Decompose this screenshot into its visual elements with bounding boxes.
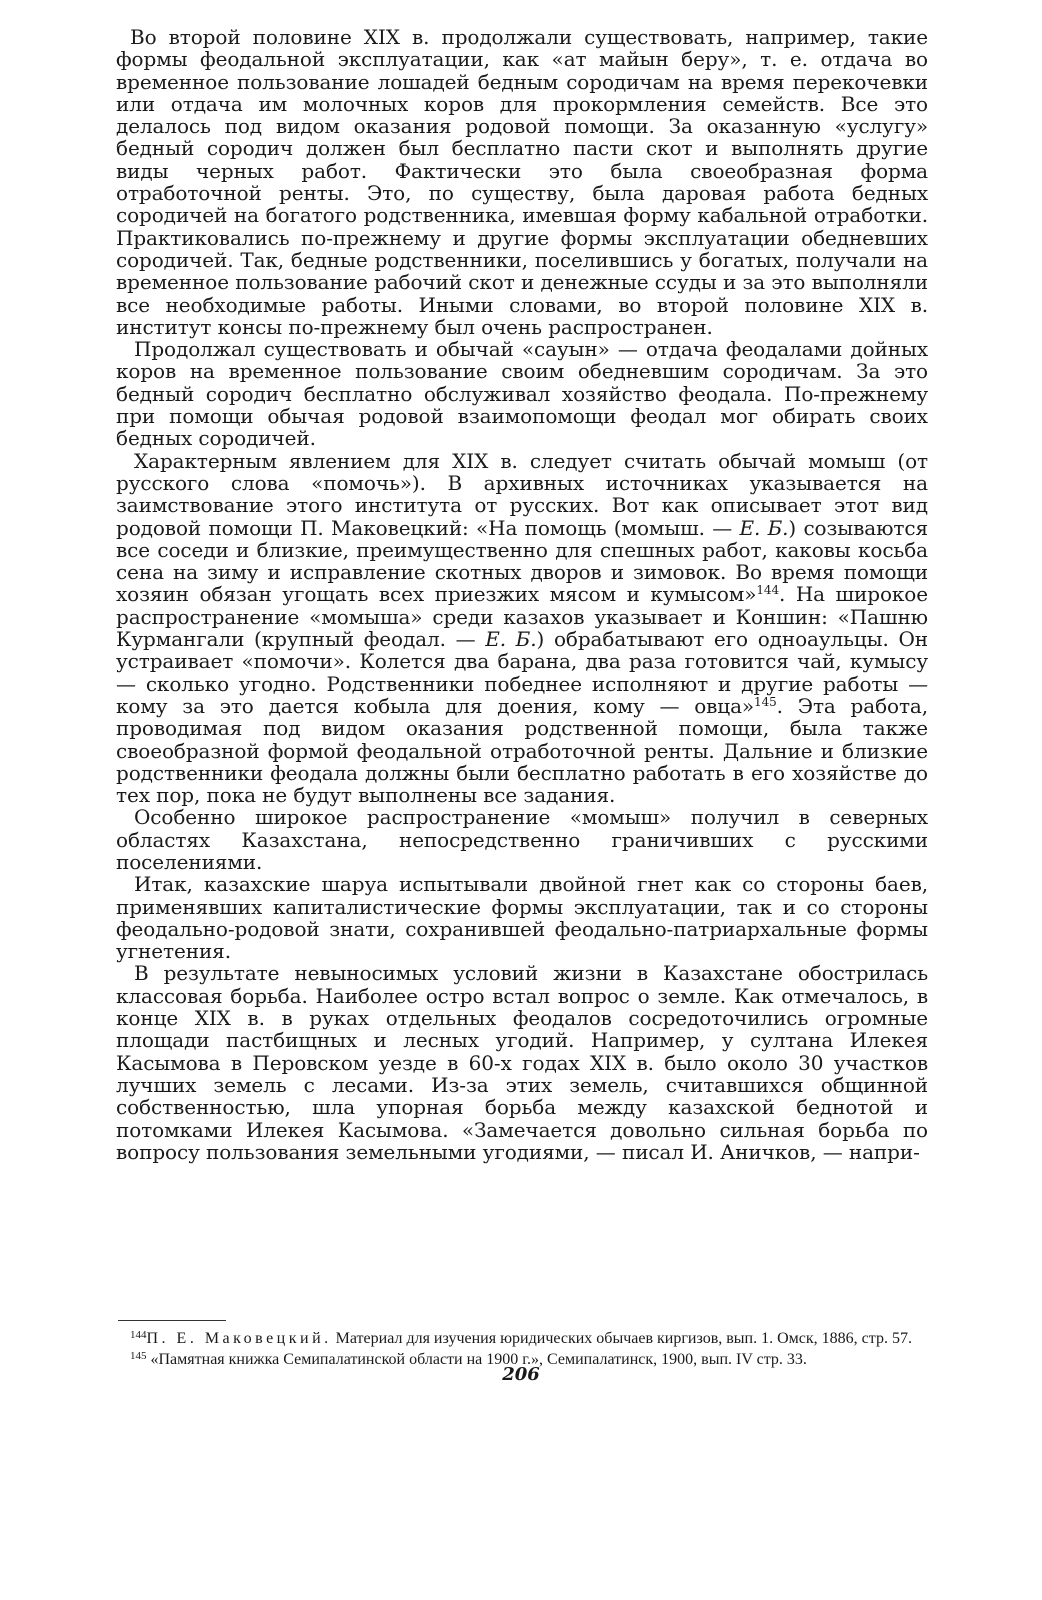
footnote-divider	[118, 1320, 226, 1321]
main-text	[116, 26, 928, 1163]
text-run: . Эта работа, проводимая под видом оказания родственной помощи, была также своеобразной формой феодальной отработочной ренты. Дальние и близкие родственники феодала должны были бесплатно работать в его хозяйстве до тех пор, пока не будут выполнены все задания.	[116, 693, 929, 808]
footnote-text: «Памятная книжка Семипалатинской области на 1900 г.», Семипалатинск, 1900, вып. IV стр. 33.	[150, 1350, 807, 1368]
footnote-number: 144	[130, 1329, 147, 1341]
author-initials: Е. Б.	[739, 515, 789, 540]
author-initials: Е. Б.	[485, 627, 537, 652]
paragraph: Итак, казахские шаруа испытывали двойной гнет как со стороны баев, применявших капиталистические формы эксплуатации, так и со стороны феодально-родовой знати, сохранившей феодально-патриархальные формы угнетения.	[116, 872, 928, 964]
text-run: Характерным явлением для XIX в. следует считать обычай момыш (от русского слова «помочь»). В архивных источниках указывается на заимствование этого института от русских. Вот как описывает этот вид родовой помощи П. Маковецкий: «На помощь (момыш. —	[116, 448, 928, 540]
paragraph: Продолжал существовать и обычай «сауын» — отдача феодалами дойных коров на временное пользование своим обедневшим сородичам. За это бедный сородич бесплатно обслуживал хозяйство феодала. По-прежнему при помощи обычая родовой взаимопомощи феодал мог обирать своих бедных сородичей.	[116, 337, 928, 451]
footnote-reference[interactable]: 144	[756, 583, 779, 598]
text-run: ) обрабатывают его одноаульцы. Он устраивает «помочи». Колется два барана, два раза готовится чай, кумысу — сколько угодно. Родственники победнее исполняют и другие работы — кому за это дается кобыла для доения, кому — овца»	[116, 627, 928, 718]
paragraph: В результате невыносимых условий жизни в Казахстане обострилась классовая борьба. Наиболее остро встал вопрос о земле. Как отмечалось, в конце XIX в. в руках отдельных феодалов сосредоточились огромные площади пастбищных и лесных угодий. Например, у султана Илекея Касымова в Перовском уезде в 60-х годах XIX в. было около 30 участков лучших земель с лесами. Из-за этих земель, считавшихся общинной собственностью, шла упорная борьба между казахской беднотой и потомками Илекея Касымова. «Замечается довольно сильная борьба по вопросу пользования земельными угодиями, — писал И. Аничков, — напри-	[116, 961, 928, 1164]
footnote-author: П. Е. Маковецкий.	[146, 1330, 332, 1347]
paragraph: Особенно широкое распространение «момыш» получил в северных областях Казахстана, непосредственно граничивших с русскими поселениями.	[116, 805, 928, 874]
footnote	[116, 1329, 928, 1350]
text-run: ) созываются все соседи и близкие, преимущественно для спешных работ, каковы косьба сена на зиму и исправление скотных дворов и зимовок. Во время помощи хозяин обязан угощать всех приезжих мясом и кумысом»	[116, 515, 928, 607]
footnote-number: 145	[130, 1349, 147, 1362]
paragraph: Во второй половине XIX в. продолжали существовать, например, такие формы феодальной эксплуатации, как «ат майын беру», т. е. отдача во временное пользование лошадей бедным сородичам на время перекочевки или отдача им молочных коров для прокормления семейств. Все это делалось под видом оказания родовой помощи. За оказанную «услугу» бедный сородич должен был бесплатно пасти скот и выполнять другие виды черных работ. Фактически это была своеобразная форма отработочной ренты. Это, по существу, была даровая работа бедных сородичей на богатого родственника, имевшая форму кабальной отработки. Практиковались по-прежнему и другие формы эксплуатации обедневших сородичей. Так, бедные родственники, поселившись у богатых, получали на временное пользование рабочий скот и денежные ссуды и за это выполняли все необходимые работы. Иными словами, во второй половине XIX в. институт консы по-прежнему был очень распространен.	[116, 25, 928, 339]
page-number: 206	[502, 1364, 540, 1385]
footnote-reference[interactable]: 145	[754, 694, 777, 709]
text-run: . На широкое распространение «момыша» среди казахов указывает и Коншин: «Пашню Курмангали (крупный феодал. —	[116, 582, 928, 652]
footnote-text: Материал для изучения юридических обычаев киргизов, вып. 1. Омск, 1886, стр. 57.	[331, 1330, 912, 1347]
paragraph	[116, 450, 928, 807]
